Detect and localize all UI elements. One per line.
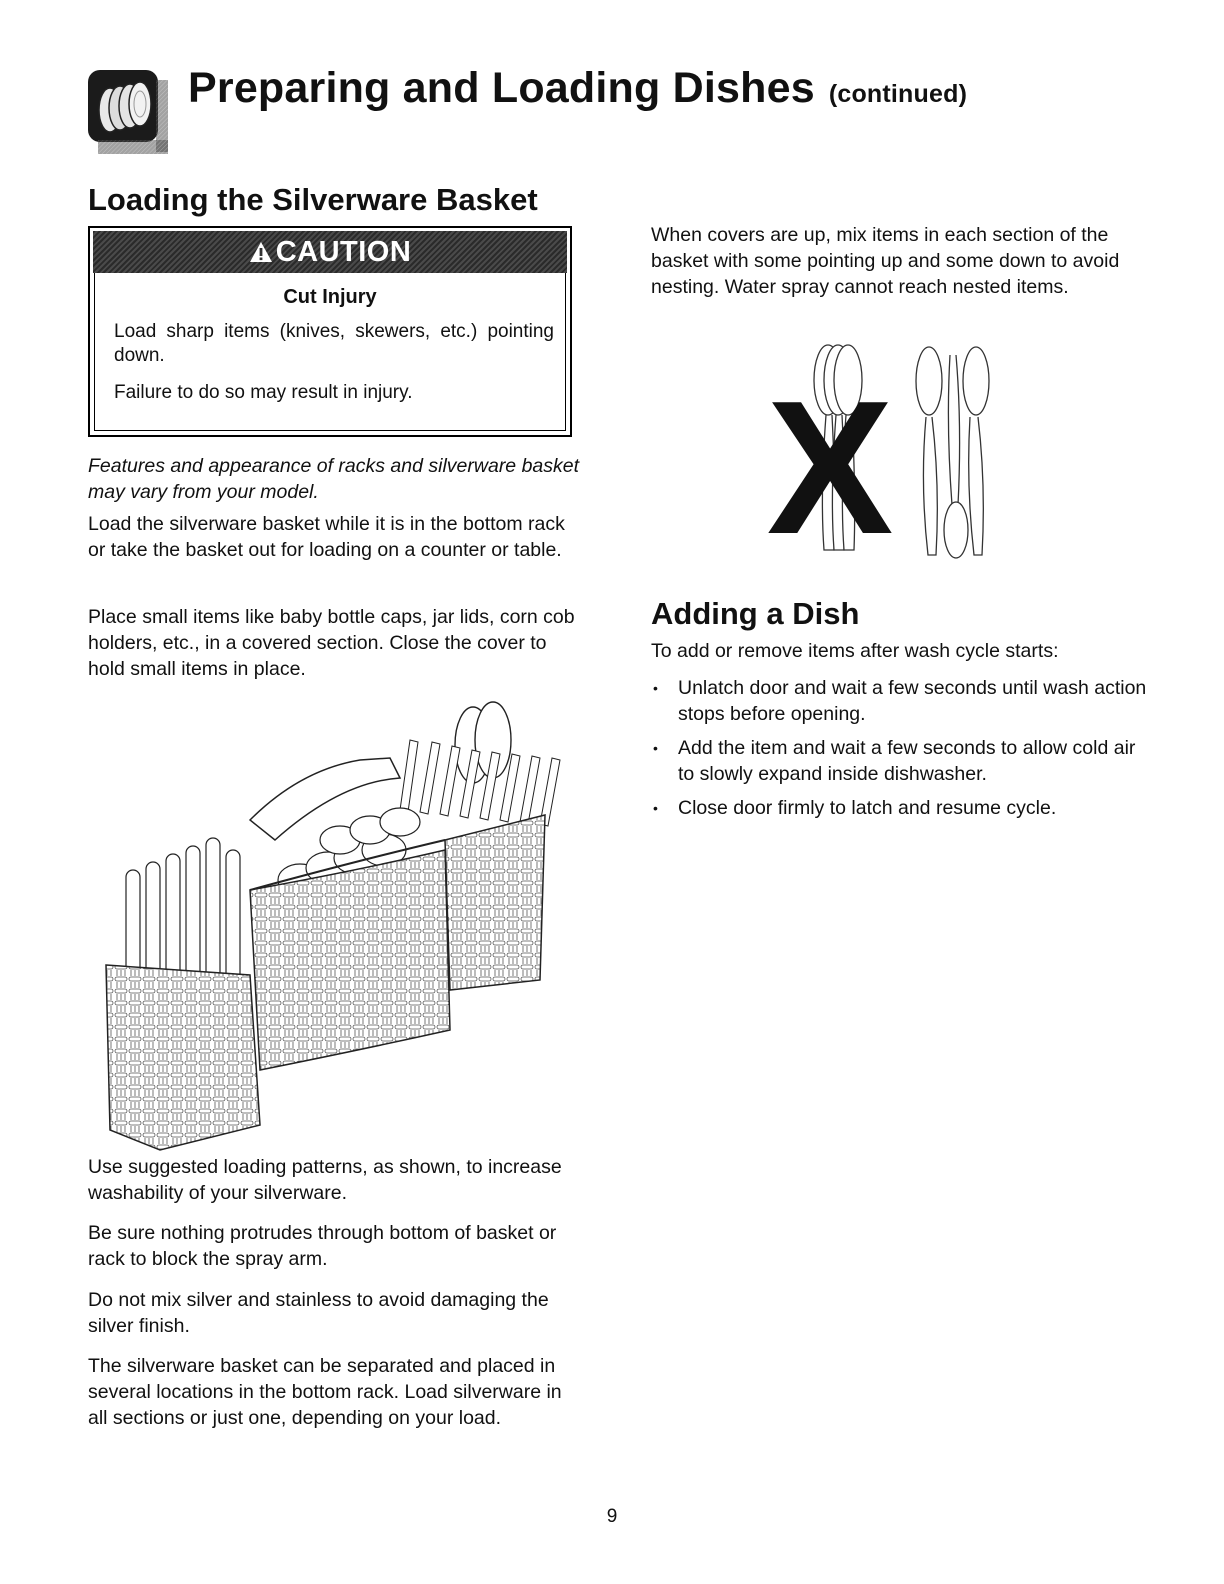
silverware-para-2: Place small items like baby bottle caps, jar lids, corn cob holders, etc., in a covered section. Close the cover to hold small items in place. — [88, 606, 575, 680]
caution-label: CAUTION — [275, 235, 412, 268]
adding-intro: To add or remove items after wash cycle starts: — [651, 640, 1059, 662]
mixed-spoons — [916, 347, 989, 558]
caution-line-1: Load sharp items (knives, skewers, etc.) pointing down. — [114, 321, 554, 366]
caution-line-2: Failure to do so may result in injury. — [114, 382, 413, 403]
page-title-text: Preparing and Loading Dishes — [188, 64, 815, 112]
wrong-x-mark: X — [766, 362, 894, 574]
nesting-illustration — [766, 345, 1010, 574]
silverware-para-4: Be sure nothing protrudes through bottom of basket or rack to block the spray arm. — [88, 1222, 557, 1270]
caution-subtitle: Cut Injury — [283, 286, 377, 308]
silverware-para-6: The silverware basket can be separated and placed in several locations in the bottom rack. Load silverware in all sections or just one, depending on your load. — [88, 1355, 562, 1429]
page-number: 9 — [606, 1506, 618, 1527]
silverware-heading: Loading the Silverware Basket — [88, 182, 538, 217]
silverware-para-1: Load the silverware basket while it is in the bottom rack or take the basket out for loading on a counter or table. — [88, 513, 565, 561]
silverware-para-3: Use suggested loading patterns, as shown, to increase washability of your silverware. — [88, 1156, 562, 1204]
list-item: • Add the item and wait a few seconds to allow cold air to slowly expand inside dishwasher. — [651, 735, 1151, 787]
nesting-paragraph: When covers are up, mix items in each section of the basket with some pointing up and some down to avoid nesting. Water spray cannot reach nested items. — [651, 224, 1120, 298]
caution-band — [93, 231, 567, 273]
caution-box — [88, 226, 572, 437]
model-note: Features and appearance of racks and silverware basket may vary from your model. — [88, 455, 580, 503]
adding-bullet-list — [651, 675, 1151, 821]
warning-icon — [249, 241, 273, 263]
silverware-basket-illustration — [100, 700, 570, 1155]
page-title — [188, 64, 967, 113]
silverware-para-5: Do not mix silver and stainless to avoid damaging the silver finish. — [88, 1289, 549, 1337]
list-item: • Close door firmly to latch and resume cycle. — [651, 795, 1151, 821]
dishes-icon — [88, 70, 170, 156]
list-item: • Unlatch door and wait a few seconds until wash action stops before opening. — [651, 675, 1151, 727]
adding-heading: Adding a Dish — [651, 596, 860, 631]
continued-label: (continued) — [828, 80, 968, 108]
